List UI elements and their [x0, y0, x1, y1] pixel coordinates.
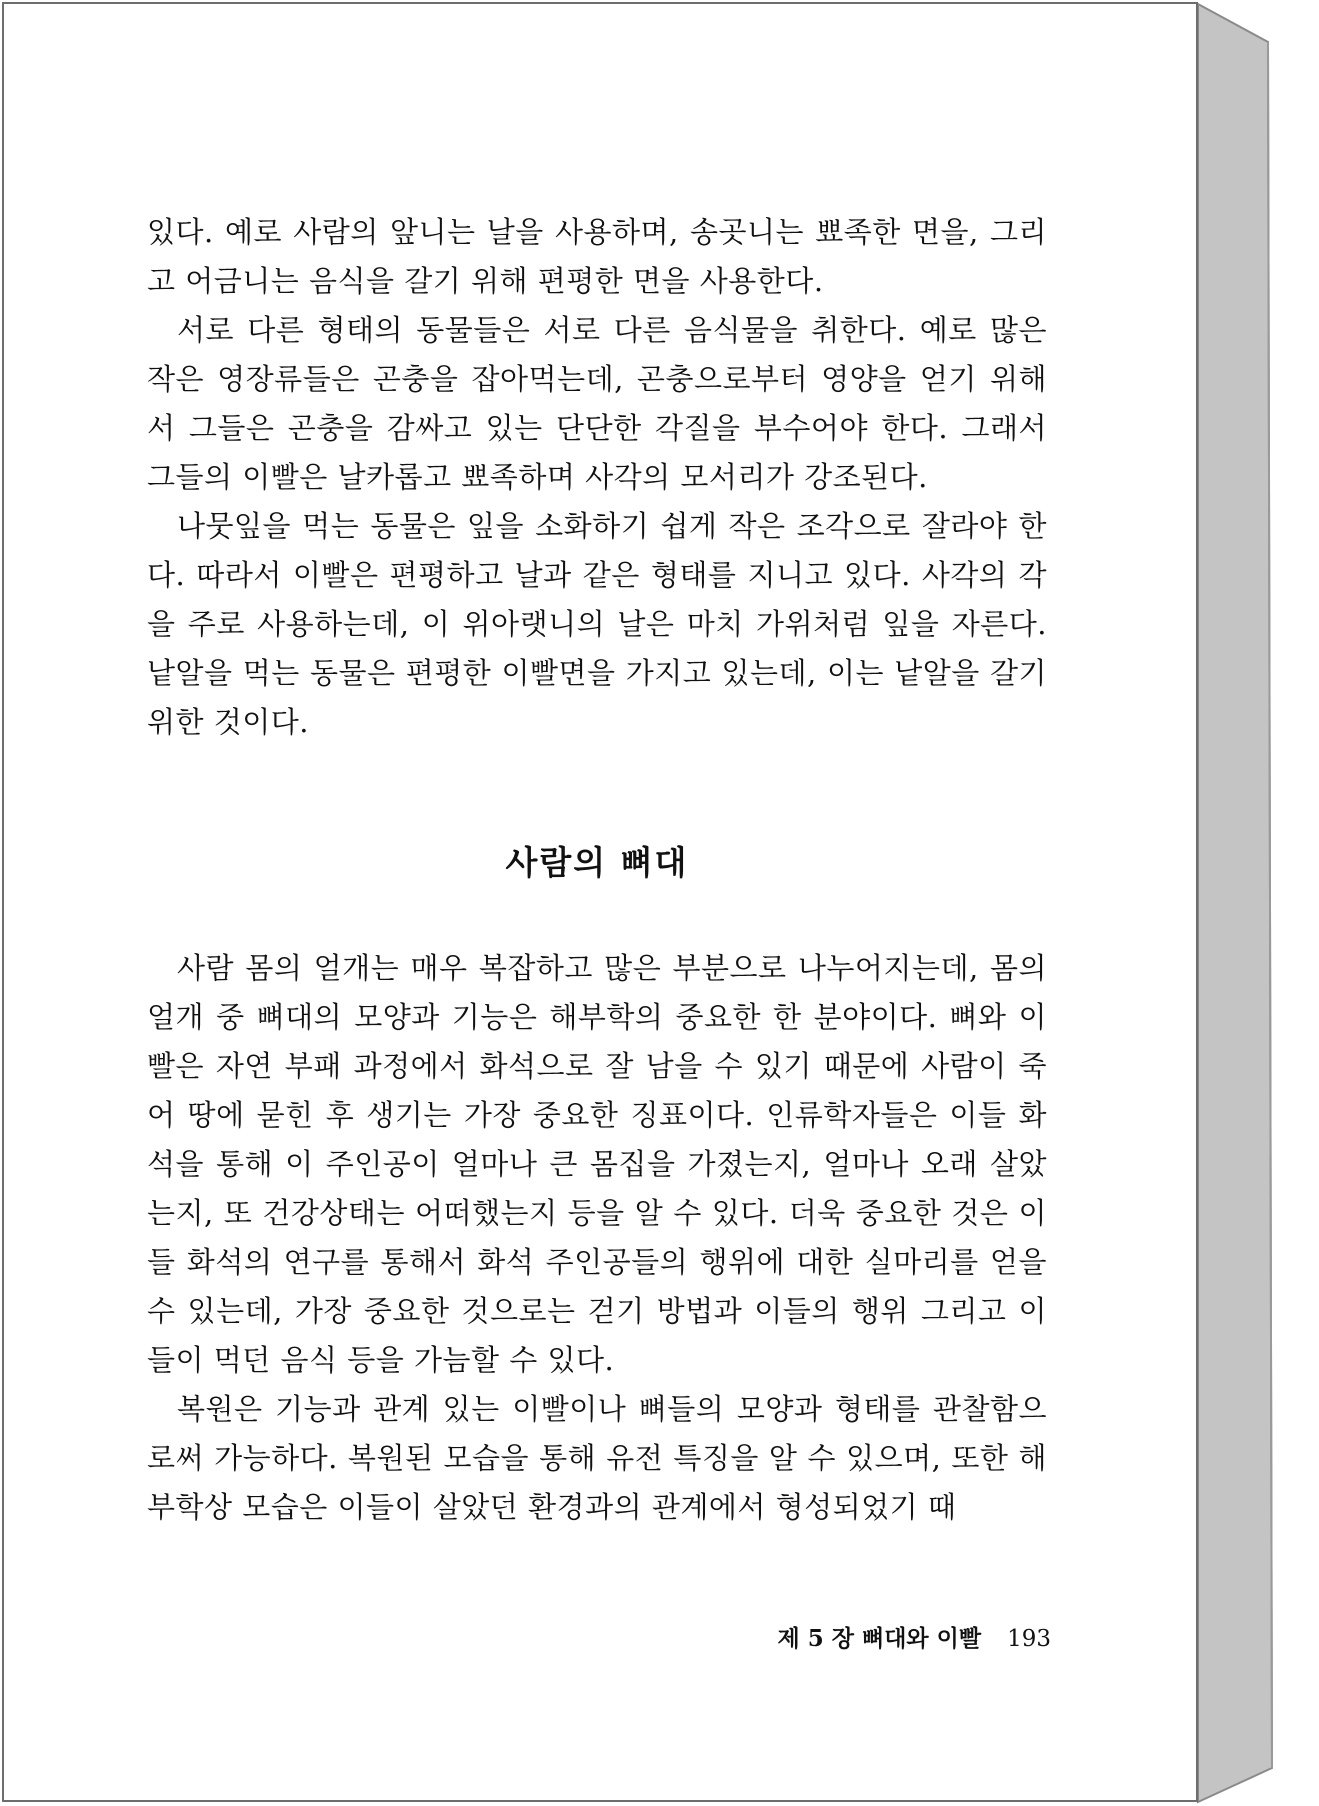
page-number: 193 [1007, 1626, 1051, 1652]
paragraph: 복원은 기능과 관계 있는 이빨이나 뼈들의 모양과 형태를 관찰함으로써 가능하다. 복원된 모습을 통해 유전 특징을 알 수 있으며, 또한 해부학상 모습은 이들이 살았던 환경과의 관계에서 형성되었기 때 [147, 1392, 1047, 1524]
chapter-title: 제 5 장 뼈대와 이빨 [777, 1625, 982, 1652]
paragraph: 서로 다른 형태의 동물들은 서로 다른 음식물을 취한다. 예로 많은 작은 영장류들은 곤충을 잡아먹는데, 곤충으로부터 영양을 얻기 위해서 그들은 곤충을 감싸고 있는 단단한 각질을 부수어야 한다. 그래서 그들의 이빨은 날카롭고 뾰족하며 사각의 모서리가 강조된다. [147, 313, 1047, 494]
section-heading: 사람의 뼈대 [505, 843, 689, 882]
paragraph: 있다. 예로 사람의 앞니는 날을 사용하며, 송곳니는 뾰족한 면을, 그리고 어금니는 음식을 갈기 위해 편평한 면을 사용한다. [147, 215, 1047, 298]
page-footer [778, 1620, 1051, 1653]
paragraph: 나뭇잎을 먹는 동물은 잎을 소화하기 쉽게 작은 조각으로 잘라야 한다. 따라서 이빨은 편평하고 날과 같은 형태를 지니고 있다. 사각의 각을 주로 사용하는데, 이 위아랫니의 날은 마치 가위처럼 잎을 자른다. 낱알을 먹는 동물은 편평한 이빨면을 가지고 있는데, 이는 낱알을 갈기 위한 것이다. [147, 509, 1047, 739]
paragraph: 사람 몸의 얼개는 매우 복잡하고 많은 부분으로 나누어지는데, 몸의 얼개 중 뼈대의 모양과 기능은 해부학의 중요한 한 분야이다. 뼈와 이빨은 자연 부패 과정에서 화석으로 잘 남을 수 있기 때문에 사람이 죽어 땅에 묻힌 후 생기는 가장 중요한 징표이다. 인류학자들은 이들 화석을 통해 이 주인공이 얼마나 큰 몸집을 가졌는지, 얼마나 오래 살았는지, 또 건강상태는 어떠했는지 등을 알 수 있다. 더욱 중요한 것은 이들 화석의 연구를 통해서 화석 주인공들의 행위에 대한 실마리를 얻을 수 있는데, 가장 중요한 것으로는 걷기 방법과 이들의 행위 그리고 이들이 먹던 음식 등을 가늠할 수 있다. [147, 951, 1047, 1377]
page-content [147, 208, 1047, 1532]
